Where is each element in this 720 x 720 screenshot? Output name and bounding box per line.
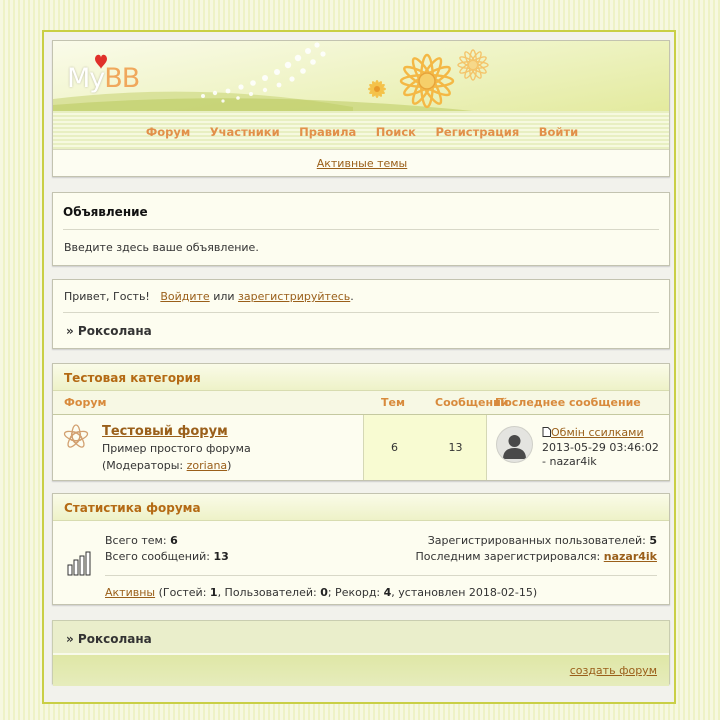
welcome-line [64,290,354,303]
total-topics: Всего тем: 6 [105,534,178,547]
flower-icon [63,424,89,450]
forum-name-link[interactable]: Тестовый форум [102,424,228,439]
header [52,40,670,177]
total-posts: Всего сообщений: 13 [105,550,229,563]
page-wrapper [42,30,676,704]
registered-users: Зарегистрированных пользователей: 5 [427,534,657,547]
stats-chart-icon [67,550,91,576]
announcement-title: Объявление [63,205,148,219]
active-users-link[interactable]: Активны [105,586,156,599]
menu-members[interactable]: Участники [209,125,280,139]
announcement-box [52,192,670,266]
avatar[interactable] [496,426,533,463]
menu-rules[interactable]: Правила [299,125,357,139]
divider [63,229,659,230]
footer [52,620,670,684]
forum-description: Пример простого форума [102,442,251,455]
forum-stats [52,493,670,605]
footer-breadcrumb[interactable]: » Роксолана [66,632,152,646]
banner-decoration [53,41,670,111]
announcement-text: Введите здесь ваше объявление. [64,241,259,254]
create-forum-link[interactable]: создать форум [569,664,657,677]
last-registered-link[interactable]: nazar4ik [603,550,657,563]
posts-count: 13 [425,415,487,480]
breadcrumb[interactable]: » Роксолана [66,324,152,338]
col-posts: Сообщений [435,396,509,409]
topics-count: 6 [363,415,426,480]
login-link[interactable]: Войдите [160,290,210,303]
online-line: Активны (Гостей: 1, Пользователей: 0; Рекорд: 4, установлен 2018-02-15) [105,586,538,599]
banner [53,41,670,111]
col-topics: Тем [381,396,405,409]
category-title[interactable]: Тестовая категория [64,371,201,385]
menu-search[interactable]: Поиск [375,125,416,139]
col-last-post: Последнее сообщение [495,396,641,409]
or-text: или [213,290,235,303]
last-post-author: - nazar4ik [542,455,597,468]
column-headers [53,391,669,415]
category-table [52,363,670,481]
menu-register[interactable]: Регистрация [435,125,520,139]
document-icon [542,427,551,437]
main-menu [53,111,670,149]
active-topics-bar [53,149,670,177]
stats-title: Статистика форума [64,501,201,515]
last-registered: Последним зарегистрировался: nazar4ik [415,550,657,563]
moderator-link[interactable]: zoriana [186,459,228,472]
forum-moderators: (Модераторы: zoriana) [102,459,232,472]
col-forum: Форум [64,396,107,409]
active-topics-link[interactable]: Активные темы [316,157,408,170]
user-silhouette-icon [497,427,532,462]
menu-login[interactable]: Войти [538,125,579,139]
divider [63,312,659,313]
footer-bar [53,653,669,686]
menu-forum[interactable]: Форум [145,125,191,139]
period-text: . [350,290,354,303]
stats-header [53,494,669,521]
register-link[interactable]: зарегистрируйтесь [238,290,351,303]
mybb-logo[interactable]: MyBB [67,63,140,94]
last-post-link[interactable]: Обмін ссилками [551,426,644,439]
divider [105,575,657,576]
forum-row [53,415,669,480]
welcome-box [52,279,670,349]
last-post-date: 2013-05-29 03:46:02 [542,441,659,454]
greeting-text: Привет, Гость! [64,290,150,303]
category-header [53,364,669,391]
last-post-line [542,426,644,439]
